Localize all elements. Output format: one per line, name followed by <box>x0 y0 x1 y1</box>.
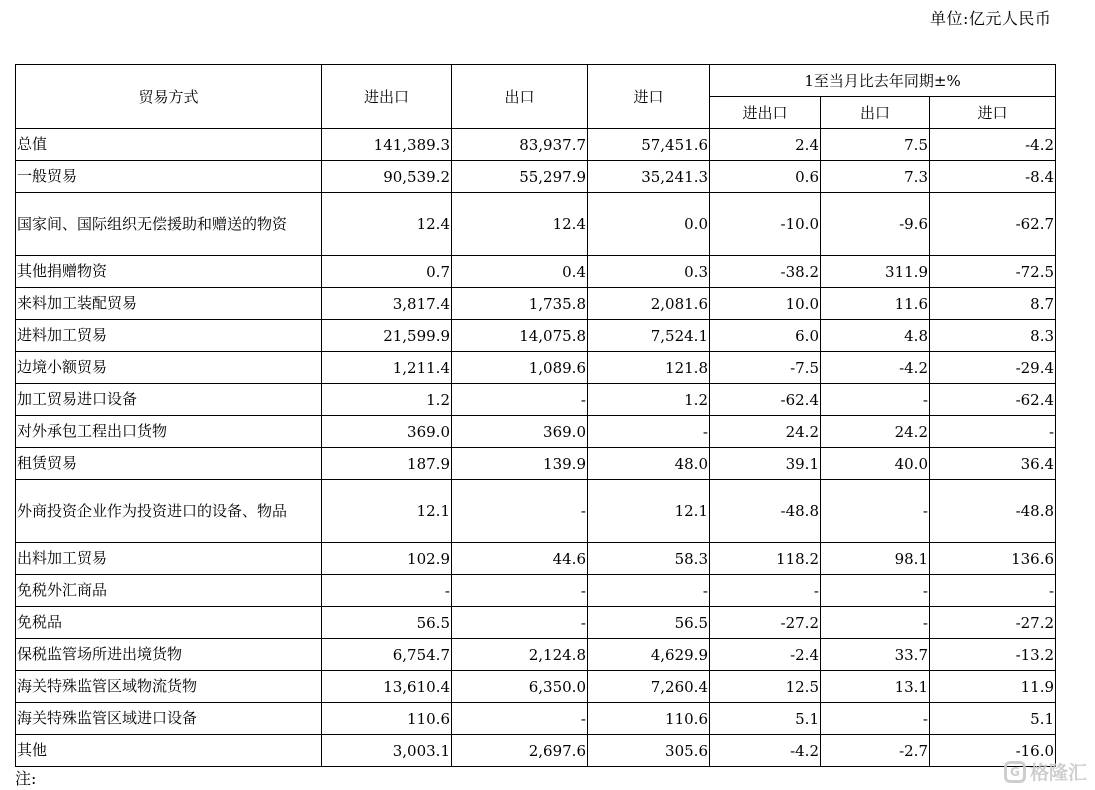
cell-yoy-export: -4.2 <box>821 352 930 384</box>
cell-import: 305.6 <box>588 735 710 767</box>
row-label: 其他捐赠物资 <box>16 256 322 288</box>
cell-yoy-import: - <box>930 416 1056 448</box>
cell-import: 2,081.6 <box>588 288 710 320</box>
table-row <box>16 671 1056 703</box>
cell-yoy-export: - <box>821 480 930 543</box>
cell-yoy-total: 118.2 <box>710 543 821 575</box>
cell-yoy-export: - <box>821 703 930 735</box>
header-yoy-total: 进出口 <box>710 97 821 129</box>
table-row <box>16 607 1056 639</box>
row-label: 进料加工贸易 <box>16 320 322 352</box>
cell-total: 1,211.4 <box>322 352 452 384</box>
cell-yoy-import: -27.2 <box>930 607 1056 639</box>
cell-yoy-import: -16.0 <box>930 735 1056 767</box>
table-row <box>16 416 1056 448</box>
cell-yoy-export: 311.9 <box>821 256 930 288</box>
cell-yoy-total: -7.5 <box>710 352 821 384</box>
trade-mode-table <box>15 64 1056 767</box>
table-row <box>16 161 1056 193</box>
header-yoy-export: 出口 <box>821 97 930 129</box>
cell-total: 3,817.4 <box>322 288 452 320</box>
row-label: 免税外汇商品 <box>16 575 322 607</box>
cell-total: 141,389.3 <box>322 129 452 161</box>
table-row <box>16 320 1056 352</box>
cell-yoy-total: 39.1 <box>710 448 821 480</box>
table-body <box>16 129 1056 767</box>
cell-yoy-import: -8.4 <box>930 161 1056 193</box>
table-row <box>16 703 1056 735</box>
header-trade-mode: 贸易方式 <box>16 65 322 129</box>
cell-yoy-total: -2.4 <box>710 639 821 671</box>
table-row <box>16 639 1056 671</box>
cell-yoy-total: - <box>710 575 821 607</box>
row-label: 外商投资企业作为投资进口的设备、物品 <box>16 480 322 543</box>
cell-import: 7,260.4 <box>588 671 710 703</box>
cell-import: 1.2 <box>588 384 710 416</box>
cell-yoy-import: 36.4 <box>930 448 1056 480</box>
watermark <box>1004 758 1087 785</box>
header-export: 出口 <box>452 65 588 129</box>
cell-yoy-export: 4.8 <box>821 320 930 352</box>
cell-yoy-import: -4.2 <box>930 129 1056 161</box>
cell-yoy-total: 0.6 <box>710 161 821 193</box>
cell-total: 90,539.2 <box>322 161 452 193</box>
cell-import: 4,629.9 <box>588 639 710 671</box>
cell-yoy-total: 24.2 <box>710 416 821 448</box>
header-import: 进口 <box>588 65 710 129</box>
cell-import: - <box>588 575 710 607</box>
cell-yoy-export: - <box>821 607 930 639</box>
cell-total: 12.4 <box>322 193 452 256</box>
row-label: 其他 <box>16 735 322 767</box>
cell-yoy-total: -48.8 <box>710 480 821 543</box>
cell-yoy-total: -10.0 <box>710 193 821 256</box>
table-row <box>16 256 1056 288</box>
cell-export: - <box>452 480 588 543</box>
cell-yoy-import: 8.3 <box>930 320 1056 352</box>
table-row <box>16 288 1056 320</box>
cell-total: 3,003.1 <box>322 735 452 767</box>
cell-import: 58.3 <box>588 543 710 575</box>
cell-export: 14,075.8 <box>452 320 588 352</box>
table-row <box>16 129 1056 161</box>
cell-yoy-total: -38.2 <box>710 256 821 288</box>
cell-export: - <box>452 607 588 639</box>
table-row <box>16 384 1056 416</box>
row-label: 一般贸易 <box>16 161 322 193</box>
row-label: 保税监管场所进出境货物 <box>16 639 322 671</box>
cell-import: 56.5 <box>588 607 710 639</box>
cell-yoy-import: -62.4 <box>930 384 1056 416</box>
cell-yoy-import: -72.5 <box>930 256 1056 288</box>
cell-yoy-import: -13.2 <box>930 639 1056 671</box>
cell-yoy-total: 6.0 <box>710 320 821 352</box>
cell-total: 0.7 <box>322 256 452 288</box>
table-row <box>16 193 1056 256</box>
cell-import: 110.6 <box>588 703 710 735</box>
cell-export: 139.9 <box>452 448 588 480</box>
watermark-text: 格隆汇 <box>1029 762 1087 784</box>
cell-total: 56.5 <box>322 607 452 639</box>
cell-yoy-import: 5.1 <box>930 703 1056 735</box>
table-row <box>16 352 1056 384</box>
row-label: 租赁贸易 <box>16 448 322 480</box>
cell-yoy-export: - <box>821 384 930 416</box>
row-label: 海关特殊监管区域物流货物 <box>16 671 322 703</box>
cell-yoy-import: -62.7 <box>930 193 1056 256</box>
cell-import: 0.0 <box>588 193 710 256</box>
note-label: 注: <box>15 769 37 788</box>
cell-yoy-total: 2.4 <box>710 129 821 161</box>
table-row <box>16 735 1056 767</box>
cell-yoy-export: 13.1 <box>821 671 930 703</box>
cell-import: 57,451.6 <box>588 129 710 161</box>
cell-total: 21,599.9 <box>322 320 452 352</box>
cell-export: 2,697.6 <box>452 735 588 767</box>
cell-yoy-total: -4.2 <box>710 735 821 767</box>
gelonghui-logo-icon: G <box>1004 761 1026 783</box>
cell-export: 1,089.6 <box>452 352 588 384</box>
cell-total: 187.9 <box>322 448 452 480</box>
cell-yoy-export: -2.7 <box>821 735 930 767</box>
cell-export: 83,937.7 <box>452 129 588 161</box>
cell-yoy-import: 8.7 <box>930 288 1056 320</box>
table-row <box>16 480 1056 543</box>
cell-export: 12.4 <box>452 193 588 256</box>
cell-export: 55,297.9 <box>452 161 588 193</box>
cell-import: 0.3 <box>588 256 710 288</box>
cell-yoy-total: 12.5 <box>710 671 821 703</box>
row-label: 国家间、国际组织无偿援助和赠送的物资 <box>16 193 322 256</box>
cell-yoy-total: 5.1 <box>710 703 821 735</box>
row-label: 出料加工贸易 <box>16 543 322 575</box>
cell-total: - <box>322 575 452 607</box>
cell-yoy-total: -62.4 <box>710 384 821 416</box>
cell-yoy-export: 7.3 <box>821 161 930 193</box>
cell-yoy-export: 11.6 <box>821 288 930 320</box>
header-yoy-group: 1至当月比去年同期±% <box>710 65 1056 97</box>
cell-export: 6,350.0 <box>452 671 588 703</box>
cell-yoy-export: 98.1 <box>821 543 930 575</box>
cell-import: 7,524.1 <box>588 320 710 352</box>
cell-export: 1,735.8 <box>452 288 588 320</box>
unit-label: 单位:亿元人民币 <box>930 9 1052 28</box>
row-label: 总值 <box>16 129 322 161</box>
cell-import: 121.8 <box>588 352 710 384</box>
table-row <box>16 448 1056 480</box>
header-total: 进出口 <box>322 65 452 129</box>
cell-import: 35,241.3 <box>588 161 710 193</box>
cell-yoy-export: 24.2 <box>821 416 930 448</box>
row-label: 加工贸易进口设备 <box>16 384 322 416</box>
cell-yoy-import: -29.4 <box>930 352 1056 384</box>
cell-export: 2,124.8 <box>452 639 588 671</box>
table-row <box>16 575 1056 607</box>
cell-export: 44.6 <box>452 543 588 575</box>
row-label: 边境小额贸易 <box>16 352 322 384</box>
cell-yoy-total: 10.0 <box>710 288 821 320</box>
cell-total: 1.2 <box>322 384 452 416</box>
row-label: 来料加工装配贸易 <box>16 288 322 320</box>
cell-total: 13,610.4 <box>322 671 452 703</box>
cell-total: 369.0 <box>322 416 452 448</box>
row-label: 免税品 <box>16 607 322 639</box>
cell-export: 0.4 <box>452 256 588 288</box>
cell-yoy-import: 11.9 <box>930 671 1056 703</box>
cell-yoy-import: - <box>930 575 1056 607</box>
cell-total: 110.6 <box>322 703 452 735</box>
cell-yoy-total: -27.2 <box>710 607 821 639</box>
cell-export: - <box>452 703 588 735</box>
cell-import: 12.1 <box>588 480 710 543</box>
cell-export: 369.0 <box>452 416 588 448</box>
cell-yoy-export: 33.7 <box>821 639 930 671</box>
cell-yoy-export: -9.6 <box>821 193 930 256</box>
cell-total: 102.9 <box>322 543 452 575</box>
cell-import: 48.0 <box>588 448 710 480</box>
cell-yoy-export: - <box>821 575 930 607</box>
table-row <box>16 543 1056 575</box>
cell-yoy-import: -48.8 <box>930 480 1056 543</box>
cell-export: - <box>452 575 588 607</box>
cell-yoy-export: 7.5 <box>821 129 930 161</box>
cell-yoy-import: 136.6 <box>930 543 1056 575</box>
cell-yoy-export: 40.0 <box>821 448 930 480</box>
cell-import: - <box>588 416 710 448</box>
row-label: 海关特殊监管区域进口设备 <box>16 703 322 735</box>
cell-export: - <box>452 384 588 416</box>
cell-total: 12.1 <box>322 480 452 543</box>
row-label: 对外承包工程出口货物 <box>16 416 322 448</box>
cell-total: 6,754.7 <box>322 639 452 671</box>
header-yoy-import: 进口 <box>930 97 1056 129</box>
